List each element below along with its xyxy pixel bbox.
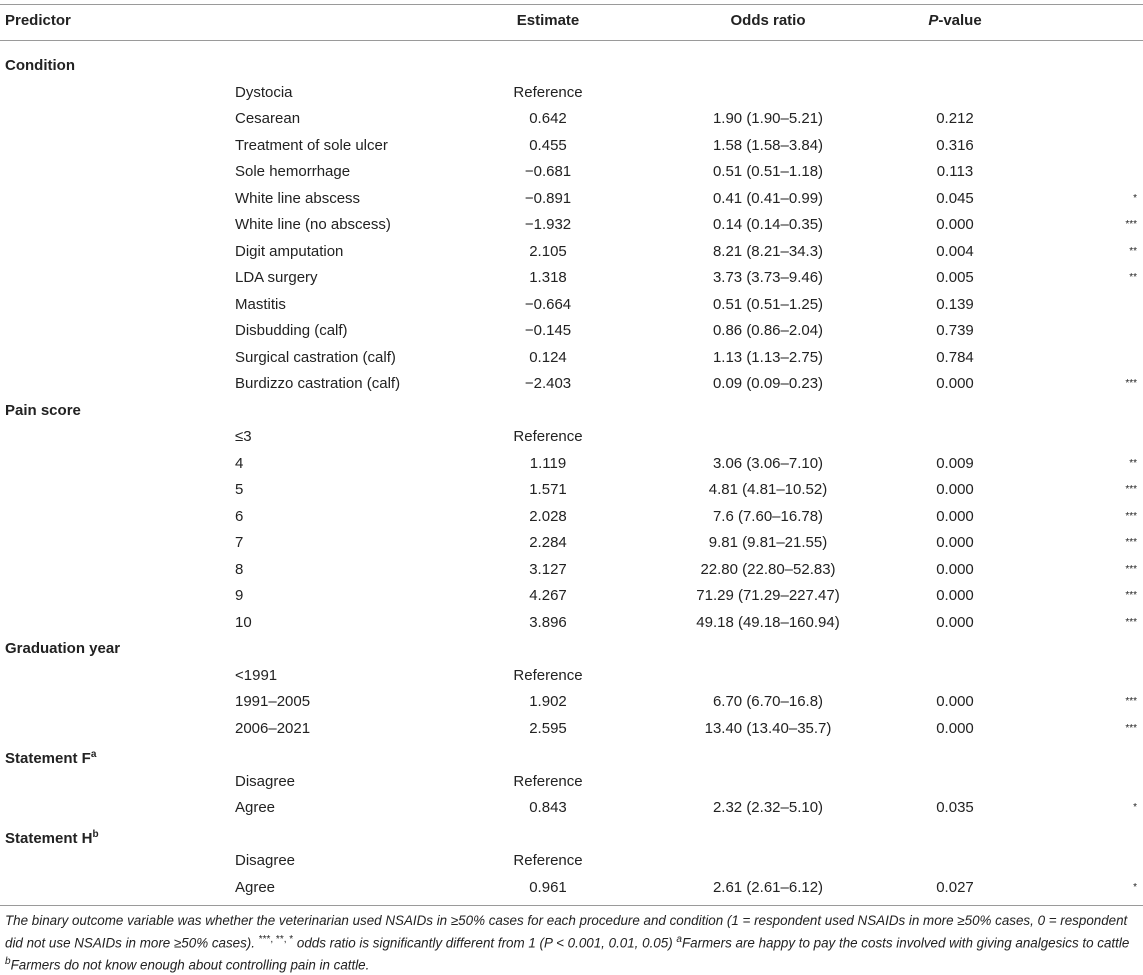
row-p-value-cell: 0.000	[936, 375, 974, 392]
row-estimate-cell: 2.105	[529, 242, 567, 260]
row-odds-ratio-cell: 1.13 (1.13–2.75)	[712, 348, 824, 366]
row-predictor-cell: Agree	[235, 878, 276, 896]
row-p-value-cell: 0.212	[936, 110, 974, 127]
table-row	[0, 371, 1143, 397]
row-odds-ratio-cell: 0.14 (0.14–0.35)	[712, 216, 824, 233]
table-row	[0, 504, 1143, 530]
row-predictor-cell: Mastitis	[235, 295, 286, 313]
table-row	[0, 875, 1143, 901]
row-estimate-cell: Reference	[513, 428, 583, 445]
group-label: Statement F	[5, 750, 91, 767]
table-row	[0, 477, 1143, 503]
row-p-value-cell: 0.000	[936, 693, 974, 710]
row-p-value-cell: 0.113	[936, 163, 974, 180]
table-row	[0, 345, 1143, 371]
row-odds-ratio-cell: 0.51 (0.51–1.25)	[712, 295, 824, 313]
group-label: Graduation year	[5, 640, 121, 657]
group-header-row	[0, 822, 1143, 848]
table-row	[0, 663, 1143, 689]
table-row	[0, 318, 1143, 344]
row-predictor-cell: Cesarean	[235, 110, 301, 127]
group-header-row	[0, 636, 1143, 662]
group-footnote-marker: b	[92, 828, 99, 840]
row-significance-cell: **	[1129, 245, 1137, 257]
row-estimate-cell: −0.891	[524, 189, 572, 207]
row-odds-ratio-cell: 71.29 (71.29–227.47)	[696, 587, 840, 604]
table-row	[0, 186, 1143, 212]
row-estimate-cell: 0.455	[529, 136, 567, 154]
row-p-value-cell: 0.035	[936, 799, 974, 816]
table-row	[0, 795, 1143, 821]
row-predictor-cell: Surgical castration (calf)	[235, 348, 396, 366]
group-label-wrap	[5, 822, 99, 852]
row-p-value-cell: 0.000	[936, 216, 974, 233]
row-predictor-cell: Disagree	[235, 852, 296, 869]
group-label: Statement H	[5, 829, 93, 847]
row-estimate-cell: 4.267	[529, 587, 567, 604]
row-odds-ratio-cell: 1.90 (1.90–5.21)	[712, 110, 824, 127]
row-p-value-cell: 0.000	[936, 507, 974, 525]
row-odds-ratio-cell: 1.58 (1.58–3.84)	[712, 136, 824, 154]
table-row	[0, 451, 1143, 477]
row-odds-ratio-cell: 7.6 (7.60–16.78)	[712, 507, 824, 525]
table-row	[0, 716, 1143, 742]
row-predictor-cell: 5	[235, 481, 244, 498]
row-significance-cell: ***	[1125, 537, 1137, 548]
row-p-value-cell: 0.004	[936, 242, 974, 260]
row-estimate-cell: 0.843	[529, 799, 567, 816]
row-predictor-cell: 1991–2005	[235, 693, 311, 710]
table-row	[0, 557, 1143, 583]
row-predictor-cell: Dystocia	[235, 83, 293, 101]
table-row	[0, 265, 1143, 291]
row-predictor-cell: 8	[235, 560, 244, 578]
row-significance-cell: ***	[1125, 590, 1137, 601]
header-predictor: Predictor	[5, 12, 71, 29]
row-predictor-cell: 4	[235, 454, 244, 472]
row-predictor-cell: Agree	[235, 799, 276, 816]
row-p-value-cell: 0.000	[936, 560, 974, 578]
row-predictor-cell: LDA surgery	[235, 269, 318, 286]
header-p-value: P-value	[928, 12, 982, 29]
row-estimate-cell: −0.664	[524, 295, 572, 313]
row-predictor-cell: White line (no abscess)	[235, 216, 391, 233]
row-predictor-cell: White line abscess	[235, 189, 361, 207]
row-p-value-cell: 0.000	[936, 587, 974, 604]
row-p-value-cell: 0.045	[936, 189, 974, 207]
row-estimate-cell: 3.127	[529, 560, 567, 578]
row-estimate-cell: −0.145	[524, 322, 572, 339]
row-odds-ratio-cell: 2.32 (2.32–5.10)	[712, 799, 824, 816]
row-estimate-cell: 2.284	[529, 534, 567, 551]
group-footnote-marker: a	[90, 749, 97, 760]
row-predictor-cell: Disagree	[235, 772, 296, 790]
table-top-rule	[0, 4, 1143, 5]
row-p-value-cell: 0.739	[936, 322, 974, 339]
table-row	[0, 106, 1143, 132]
row-estimate-cell: −1.932	[524, 216, 572, 233]
row-significance-cell: ***	[1125, 219, 1137, 230]
row-p-value-cell: 0.000	[936, 613, 974, 631]
row-p-value-cell: 0.005	[936, 269, 974, 286]
group-header-row	[0, 53, 1143, 79]
row-estimate-cell: −0.681	[524, 163, 572, 180]
row-odds-ratio-cell: 49.18 (49.18–160.94)	[696, 613, 840, 631]
row-odds-ratio-cell: 0.41 (0.41–0.99)	[712, 189, 824, 207]
row-significance-cell: **	[1129, 272, 1137, 283]
group-header-row	[0, 398, 1143, 424]
table-row	[0, 769, 1143, 795]
group-label: Condition	[5, 57, 75, 74]
row-estimate-cell: 1.571	[529, 481, 567, 498]
table-header-row	[0, 8, 1143, 34]
row-estimate-cell: 1.119	[529, 454, 567, 472]
table-row	[0, 212, 1143, 238]
table-row	[0, 424, 1143, 450]
row-estimate-cell: 2.595	[529, 719, 567, 737]
row-significance-cell: **	[1129, 457, 1137, 469]
header-odds-ratio: Odds ratio	[730, 12, 806, 29]
row-odds-ratio-cell: 9.81 (9.81–21.55)	[708, 534, 828, 551]
row-predictor-cell: Sole hemorrhage	[235, 163, 351, 180]
row-significance-cell: *	[1133, 802, 1137, 813]
row-significance-cell: ***	[1125, 696, 1137, 707]
row-estimate-cell: 0.961	[529, 878, 567, 896]
row-odds-ratio-cell: 8.21 (8.21–34.3)	[712, 242, 824, 260]
group-label-wrap	[5, 742, 96, 772]
row-predictor-cell: Disbudding (calf)	[235, 322, 348, 339]
row-predictor-cell: Digit amputation	[235, 242, 344, 260]
row-significance-cell: ***	[1125, 378, 1137, 389]
row-odds-ratio-cell: 22.80 (22.80–52.83)	[700, 560, 836, 578]
row-odds-ratio-cell: 4.81 (4.81–10.52)	[708, 481, 828, 498]
row-estimate-cell: 3.896	[529, 613, 567, 631]
row-estimate-cell: Reference	[513, 772, 583, 790]
row-estimate-cell: 1.902	[529, 693, 567, 710]
header-estimate: Estimate	[516, 12, 580, 29]
group-label: Pain score	[5, 401, 81, 419]
row-predictor-cell: ≤3	[235, 428, 252, 445]
table-row	[0, 689, 1143, 715]
row-odds-ratio-cell: 13.40 (13.40–35.7)	[704, 719, 832, 737]
table-row	[0, 159, 1143, 185]
row-predictor-cell: 10	[235, 613, 252, 631]
row-significance-cell: *	[1133, 192, 1137, 204]
row-odds-ratio-cell: 0.86 (0.86–2.04)	[712, 322, 824, 339]
table-header-rule	[0, 40, 1143, 41]
row-p-value-cell: 0.000	[936, 481, 974, 498]
row-odds-ratio-cell: 0.09 (0.09–0.23)	[712, 375, 824, 392]
row-estimate-cell: Reference	[513, 83, 583, 101]
row-odds-ratio-cell: 3.06 (3.06–7.10)	[712, 454, 824, 472]
table-row	[0, 80, 1143, 106]
table-row	[0, 530, 1143, 556]
row-p-value-cell: 0.316	[936, 136, 974, 154]
row-p-value-cell: 0.009	[936, 454, 974, 472]
row-predictor-cell: Treatment of sole ulcer	[235, 136, 388, 154]
table-footnote: The binary outcome variable was whether the veterinarian used NSAIDs in ≥50% cases for each procedure and condition (1 = respondent used NSAIDs in more ≥50% cases, 0 = respondent did not use NSAIDs in more ≥50% cases). ***, **, * odds ratio is significantly different from 1 (P < 0.001, 0.01, 0.05) $^a$Farmers are happy to pay the costs involved with giving analgesics to cattle $^b$Farmers do not know enough about controlling pain in cattle.	[5, 913, 1130, 973]
row-estimate-cell: 1.318	[529, 269, 567, 286]
row-odds-ratio-cell: 2.61 (2.61–6.12)	[712, 878, 824, 896]
row-predictor-cell: 9	[235, 587, 244, 604]
table-bottom-rule	[0, 905, 1143, 906]
row-p-value-cell: 0.000	[936, 719, 974, 737]
row-predictor-cell: <1991	[235, 666, 278, 684]
table-row	[0, 292, 1143, 318]
table-row	[0, 610, 1143, 636]
row-estimate-cell: Reference	[513, 852, 583, 869]
row-p-value-cell: 0.139	[936, 295, 974, 313]
row-odds-ratio-cell: 0.51 (0.51–1.18)	[712, 163, 824, 180]
row-significance-cell: ***	[1125, 563, 1137, 575]
row-significance-cell: ***	[1125, 484, 1137, 495]
row-estimate-cell: 0.642	[529, 110, 567, 127]
row-predictor-cell: 6	[235, 507, 244, 525]
row-p-value-cell: 0.784	[936, 348, 974, 366]
row-predictor-cell: 2006–2021	[235, 719, 311, 737]
row-significance-cell: ***	[1125, 510, 1137, 522]
row-significance-cell: *	[1133, 881, 1137, 893]
table-row	[0, 848, 1143, 874]
table-row	[0, 239, 1143, 265]
row-estimate-cell: Reference	[513, 666, 583, 684]
row-estimate-cell: 0.124	[529, 348, 567, 366]
row-estimate-cell: 2.028	[529, 507, 567, 525]
row-odds-ratio-cell: 6.70 (6.70–16.8)	[712, 693, 824, 710]
row-predictor-cell: 7	[235, 534, 244, 551]
row-p-value-cell: 0.027	[936, 878, 974, 896]
group-header-row	[0, 742, 1143, 768]
row-p-value-cell: 0.000	[936, 534, 974, 551]
row-significance-cell: ***	[1125, 722, 1137, 734]
row-odds-ratio-cell: 3.73 (3.73–9.46)	[712, 269, 824, 286]
row-significance-cell: ***	[1125, 616, 1137, 628]
row-predictor-cell: Burdizzo castration (calf)	[235, 375, 401, 392]
table-row	[0, 583, 1143, 609]
table-row	[0, 133, 1143, 159]
row-estimate-cell: −2.403	[524, 375, 572, 392]
